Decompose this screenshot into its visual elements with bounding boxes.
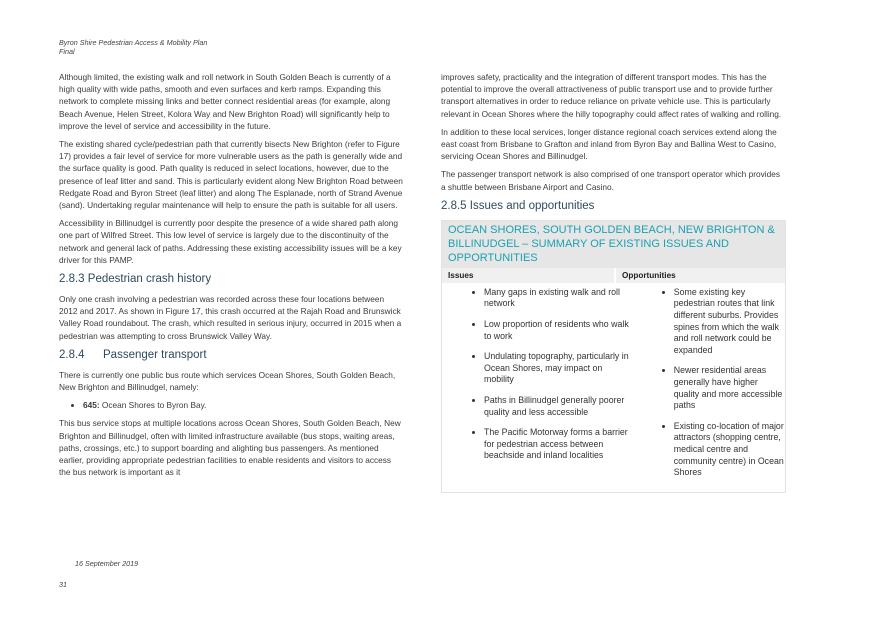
- page-number: 31: [59, 580, 67, 589]
- paragraph-regional-coach: In addition to these local services, longer distance regional coach services extend along the east coast from Brisbane to Grafton and inland from Byron Bay and Ballina West to Casino, servicing Ocean Shores and Billinudgel.: [441, 126, 777, 162]
- issues-column-header: Issues: [442, 268, 616, 283]
- paragraph-bus-route-intro: There is currently one public bus route which services Ocean Shores, South Golden Beach, New Brighton and Billinudgel, namely:: [59, 369, 396, 393]
- list-item: • Undulating topography, particularly in Ocean Shores, may impact on mobility: [484, 351, 632, 386]
- paragraph-bus-stops: This bus service stops at multiple locations across Ocean Shores, South Golden Beach, New Brighton and Billinudgel, often with limited infrastructure available (bus stops, waiting areas, paths, crossings, etc.) to support boarding and alighting bus passengers. As mentioned earlier, providing appropriate pedestrian facilities to enable residents and visitors to access the bus network is important as it: [59, 418, 401, 478]
- heading-passenger-transport: [59, 348, 404, 362]
- bus-route-list: [59, 399, 404, 411]
- list-item: • Newer residential areas generally have higher quality and more accessible paths: [674, 365, 785, 411]
- opportunities-column-header: Opportunities: [622, 270, 676, 280]
- paragraph-south-golden-beach: Although limited, the existing walk and roll network in South Golden Beach is currently of a high quality with wide paths, smooth and even surfaces and kerb ramps. Expanding this network to complete missing links and better connect residential areas (for example, along Beach Avenue, Helen Street, Kolora Way and New Brighton Road) will significantly help to improve the level of service and accessibility in the future.: [59, 72, 391, 131]
- paragraph-new-brighton: The existing shared cycle/pedestrian path that currently bisects New Brighton (refer to Figure 17) provides a fair level of service for more vulnerable users as the path is generally wide and the surface quality is good. Path quality is reduced in select locations, however, due to the presence of leaf litter and sand. This is particularly evident along New Brighton Road between Redgate Road and Byron Street (leaf litter) and along The Esplanade, north of Strand Avenue (sand). Undertaking regular maintenance will help to ensure the path is suitable for all users.: [59, 139, 403, 211]
- summary-header-row: [442, 268, 785, 283]
- paragraph-crash-history: Only one crash involving a pedestrian was recorded across these four locations between 2012 and 2017. As shown in Figure 17, this crash occurred at the Rajah Road and Brunswick Valley Road roundabout. The crash, which resulted in serious injury, occurred in 2015 when a pedestrian was attempting to cross Brunswick Valley Way.: [59, 294, 402, 341]
- document-title: Byron Shire Pedestrian Access & Mobility Plan: [59, 38, 208, 47]
- summary-table: [441, 220, 786, 493]
- footer-date: 16 September 2019: [75, 559, 139, 568]
- page-header: [59, 38, 207, 56]
- list-item: • Low proportion of residents who walk to work: [484, 319, 632, 342]
- list-item: • The Pacific Motorway forms a barrier for pedestrian access between beachside and inland localities: [484, 427, 632, 462]
- list-item: [83, 399, 404, 411]
- right-column: [441, 71, 786, 493]
- paragraph-transport-benefits: improves safety, practicality and the integration of different transport modes. This has the potential to improve the overall attractiveness of public transport use and to provide further transport alternatives in order to reduce reliance on private vehicle use. This is particularly relevant in Ocean Shores where the hilly topography could affect rates of walking and rolling.: [441, 72, 782, 119]
- heading-number: 2.8.4: [59, 348, 85, 361]
- paragraph-billinudgel: Accessibility in Billinudgel is currently poor despite the presence of a wide shared path along one part of Wilfred Street. This low level of service is largely due to the discontinuity of the network and general lack of paths. Addressing these existing accessibility issues will be a key driver for this PAMP.: [59, 218, 402, 265]
- issues-list: [442, 283, 632, 492]
- list-item: • Existing co-location of major attractors (shopping centre, medical centre and community centre) in Ocean Shores: [674, 421, 785, 479]
- list-item: • Paths in Billinudgel generally poorer quality and less accessible: [484, 395, 632, 418]
- summary-title: OCEAN SHORES, SOUTH GOLDEN BEACH, NEW BRIGHTON & BILLINUDGEL – SUMMARY OF EXISTING ISSUES AND OPPORTUNITIES: [442, 221, 785, 268]
- list-item: • Many gaps in existing walk and roll network: [484, 287, 632, 310]
- left-column: [59, 71, 404, 484]
- paragraph-shuttle: The passenger transport network is also comprised of one transport operator which provides a shuttle between Brisbane Airport and Casino.: [441, 169, 780, 192]
- heading-issues-opportunities: 2.8.5 Issues and opportunities: [441, 199, 595, 212]
- opportunities-list: [632, 283, 785, 492]
- document-status: Final: [59, 47, 75, 56]
- heading-crash-history: 2.8.3 Pedestrian crash history: [59, 273, 212, 286]
- bus-route-description: Ocean Shores to Byron Bay.: [99, 400, 207, 411]
- heading-text: Passenger transport: [103, 348, 207, 361]
- summary-body: [442, 283, 785, 492]
- list-item: • Some existing key pedestrian routes that link different suburbs. Provides spines from which the walk and roll network could be expanded: [674, 287, 785, 357]
- bus-route-number: 645:: [83, 400, 100, 411]
